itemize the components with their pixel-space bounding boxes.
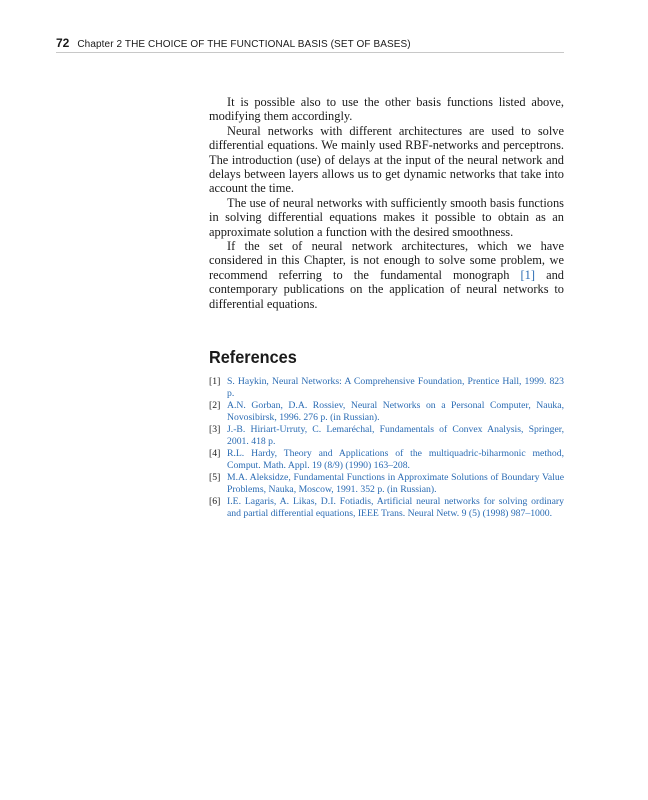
reference-number: [1] [209, 376, 221, 387]
reference-number: [2] [209, 400, 221, 411]
chapter-title: Chapter 2 THE CHOICE OF THE FUNCTIONAL BASIS (SET OF BASES) [77, 39, 411, 50]
paragraph-3: The use of neural networks with sufficiently smooth basis functions in solving differential equations makes it possible to obtain as an approximate solution a function with the desired smoothness. [209, 195, 564, 239]
reference-number: [3] [209, 424, 221, 435]
paragraph-4 [209, 239, 564, 311]
citation-link-1[interactable]: [1] [520, 267, 535, 282]
paragraph-4-text-start: If the set of neural network architectures, which we have considered in this Chapter, is not enough to solve some problem, we recommend referring to the fundamental monograph [209, 239, 564, 282]
reference-item [209, 496, 564, 520]
reference-link[interactable]: M.A. Aleksidze, Fundamental Functions in Approximate Solutions of Boundary Value Problems, Nauka, Moscow, 1991. 352 p. (in Russian). [227, 472, 564, 495]
reference-link[interactable]: R.L. Hardy, Theory and Applications of the multiquadric-biharmonic method, Comput. Math. Appl. 19 (8/9) (1990) 163–208. [227, 448, 564, 471]
reference-list [209, 376, 564, 520]
paragraph-4-text-end: and contemporary publications on the application of neural networks to differential equations. [209, 267, 564, 311]
reference-item [209, 472, 564, 496]
reference-item [209, 424, 564, 448]
reference-item [209, 448, 564, 472]
paragraph-1: It is possible also to use the other basis functions listed above, modifying them accordingly. [209, 95, 564, 124]
reference-number: [4] [209, 448, 221, 459]
body-text [209, 95, 564, 311]
reference-link[interactable]: S. Haykin, Neural Networks: A Comprehensive Foundation, Prentice Hall, 1999. 823 p. [227, 376, 564, 399]
paragraph-2: Neural networks with different architectures are used to solve differential equations. We mainly used RBF-networks and perceptrons. The introduction (use) of delays at the input of the neural network and delays between layers allows us to get dynamic networks that take into account the time. [209, 123, 564, 196]
reference-link[interactable]: J.-B. Hiriart-Urruty, C. Lemaréchal, Fundamentals of Convex Analysis, Springer, 2001. 418 p. [227, 424, 564, 447]
running-head [56, 36, 564, 53]
reference-link[interactable]: A.N. Gorban, D.A. Rossiev, Neural Networks on a Personal Computer, Nauka, Novosibirsk, 1996. 276 p. (in Russian). [227, 400, 564, 423]
reference-item [209, 400, 564, 424]
reference-link[interactable]: I.E. Lagaris, A. Likas, D.I. Fotiadis, Artificial neural networks for solving ordinary and partial differential equations, IEEE Trans. Neural Netw. 9 (5) (1998) 987–1000. [227, 496, 564, 519]
references-heading: References [209, 347, 297, 367]
page-number: 72 [56, 36, 70, 50]
reference-item [209, 376, 564, 400]
reference-number: [5] [209, 472, 221, 483]
reference-number: [6] [209, 496, 221, 507]
